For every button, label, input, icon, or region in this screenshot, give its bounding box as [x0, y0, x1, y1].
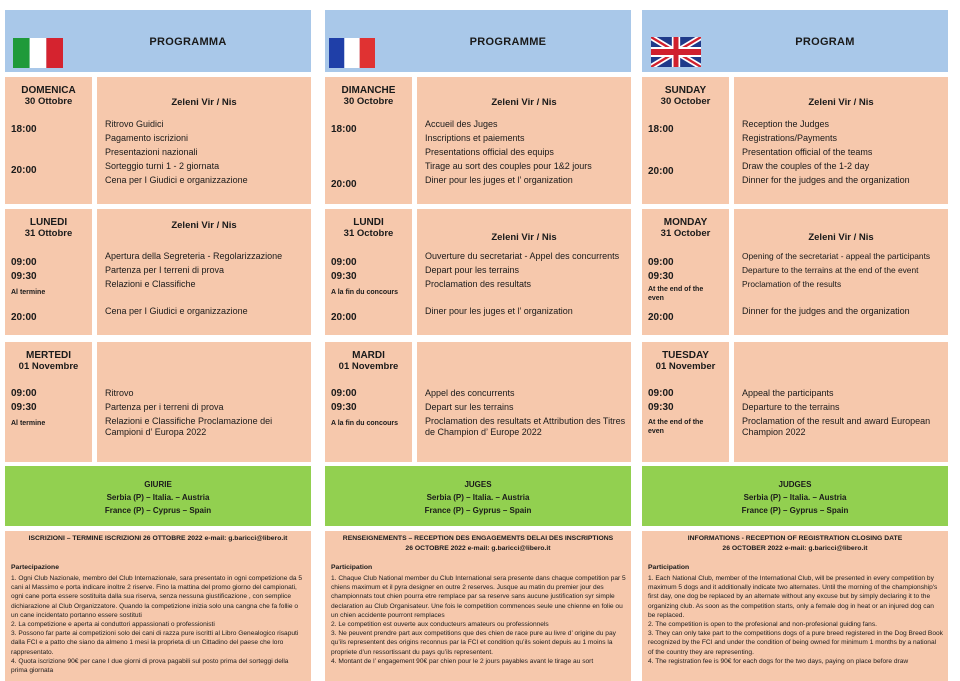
day-name: MARDI — [352, 350, 385, 361]
activity: Sorteggio turni 1 - 2 giornata — [105, 161, 220, 171]
activity: Presentations official des equips — [425, 147, 554, 157]
info-paragraph: 3. Possono far parte ai competizioni solo dei cani di razza pure iscritti al Libro Genealogico risaputi dalla FCI e a patto che siano da almeno 1 mesi la proprieta di un Cittadino del paese che loro rappresentato. — [11, 630, 299, 656]
day-date: 31 October — [660, 228, 711, 239]
info-body — [648, 574, 943, 666]
france-flag-icon — [329, 38, 375, 68]
day-date: 01 November — [655, 361, 716, 372]
time-note: At the end of the even — [648, 286, 704, 302]
day-cell — [325, 209, 412, 335]
jury-line: France (P) – Gyprus – Spain — [741, 506, 849, 515]
info-panel — [642, 531, 948, 681]
time: 18:00 — [648, 124, 674, 135]
day-cell — [642, 77, 729, 204]
time: 09:00 — [648, 257, 674, 268]
time: 09:30 — [11, 271, 37, 282]
program-header — [325, 10, 631, 72]
time-note: A la fin du concours — [331, 420, 399, 427]
info-paragraph: 4. The registration fee is 90€ for each dogs for the two days, paying on place before draw — [648, 657, 909, 665]
time: 20:00 — [11, 165, 37, 176]
jury-title: GIURIE — [144, 480, 172, 489]
day-date: 01 Novembre — [18, 361, 79, 372]
day-date: 30 Ottobre — [24, 96, 73, 107]
activity: Depart sur les terrains — [425, 402, 514, 412]
day-cell — [325, 77, 412, 204]
info-body — [11, 574, 306, 675]
activity: Registrations/Payments — [742, 133, 838, 143]
time: 20:00 — [331, 312, 357, 323]
info-paragraph: 3. They can only take part to the competitions dogs of a pure breed registered in the Dog Breed Book recognized by the FCI and under the condition of being owned for minimum 1 months by a national of the country they are representing. — [648, 630, 943, 656]
info-paragraph: 4. Montant de l’ engagement 90€ par chien pour le 2 jours payables avant le tirage au sort — [331, 657, 594, 665]
venue: Zeleni Vir / Nis — [171, 97, 237, 108]
activity: Accueil des Juges — [425, 119, 498, 129]
uk-flag-icon — [651, 37, 701, 67]
venue: Zeleni Vir / Nis — [808, 97, 874, 108]
day-date: 30 Octobre — [343, 96, 394, 107]
activity: Proclamation of the results — [742, 279, 842, 289]
program-title: PROGRAM — [795, 36, 855, 48]
time: 20:00 — [331, 179, 357, 190]
activity: Appel des concurrents — [425, 388, 515, 398]
jury-title: JUGES — [464, 480, 492, 489]
info-section-title: Partecipazione — [11, 564, 59, 571]
time: 09:00 — [11, 257, 37, 268]
activity: Appeal the participants — [742, 388, 834, 398]
info-heading-line: INFORMATIONS - RECEPTION OF REGISTRATION CLOSING DATE — [687, 535, 903, 542]
activity: Cena per I Giudici e organizzazione — [105, 306, 248, 316]
day-name: DIMANCHE — [341, 85, 396, 96]
info-paragraph: 2. La competizione e aperta ai conduttori appassionati o professionisti — [11, 621, 215, 629]
day-cell — [642, 209, 729, 335]
day-name: DOMENICA — [21, 85, 76, 96]
venue: Zeleni Vir / Nis — [491, 97, 557, 108]
activity: Ritrovo Guidici — [105, 119, 164, 129]
activity: Tirage au sort des couples pour 1&2 jours — [425, 161, 592, 171]
time: 09:30 — [11, 402, 37, 413]
day-cell — [5, 209, 92, 335]
activity: Proclamation des resultats et Attribution des Titres de Champion d’ Europe 2022 — [425, 416, 626, 437]
activities-cell — [734, 209, 948, 335]
info-heading-line: RENSEIGNEMENTS – RECEPTION DES ENGAGEMENTS DELAI DES INSCRIPTIONS — [342, 535, 614, 542]
activity: Depart pour les terrains — [425, 265, 520, 275]
time: 09:00 — [648, 388, 674, 399]
activity: Partenza per i terreni di prova — [105, 402, 224, 412]
jury-panel — [642, 466, 948, 526]
info-paragraph: 2. Le competition est ouverte aux conducteurs amateurs ou professionnels — [331, 621, 549, 629]
day-name: LUNEDI — [29, 217, 68, 228]
activity: Presentazioni nazionali — [105, 147, 198, 157]
time: 18:00 — [331, 124, 357, 135]
day-date: 31 Ottobre — [24, 228, 73, 239]
activity: Partenza per I terreni di prova — [105, 265, 225, 275]
activities-cell — [97, 209, 311, 335]
info-subheading-line: 26 OCTOBER 2022 e-mail: g.baricci@libero.it — [722, 545, 868, 552]
activity: Diner pour les juges et l’ organization — [425, 175, 573, 185]
time: 09:30 — [648, 402, 674, 413]
info-section-title: Participation — [331, 564, 373, 571]
jury-line: Serbia (P) – Italia. – Austria — [743, 493, 847, 502]
venue: Zeleni Vir / Nis — [491, 232, 557, 243]
day-date: 01 Novembre — [338, 361, 399, 372]
info-heading-line: ISCRIZIONI – TERMINE ISCRIZIONI 26 OTTOBRE 2022 e-mail: g.baricci@libero.it — [28, 535, 288, 542]
activities-cell — [734, 77, 948, 204]
jury-title: JUDGES — [778, 480, 812, 489]
info-paragraph: 1. Chaque Club National member du Club International sera presente dans chaque competition par 5 chiens maximum et il pyra designer en outre 2 reserves. Jusque au matin du premier jour des championnats tout chien pourra etre remplace par sa reserve sans aucune justification syr simple declaration au Club Organisateur. Une fois le competition commences seule une chienne en folie ou un chien accidente pourront remplaces — [331, 575, 626, 619]
info-heading — [325, 534, 631, 554]
time-note: At the end of the even — [648, 419, 704, 435]
program-title: PROGRAMMA — [149, 36, 227, 48]
day-cell — [5, 77, 92, 204]
time: 09:30 — [648, 271, 674, 282]
day-name: LUNDI — [353, 217, 384, 228]
venue: Zeleni Vir / Nis — [808, 232, 874, 243]
info-subheading-line: 26 OCTOBRE 2022 e-mail: g.baricci@libero.it — [405, 545, 551, 552]
activities-cell — [417, 342, 631, 462]
day-cell — [325, 342, 412, 462]
info-body — [331, 574, 626, 666]
time: 09:30 — [331, 402, 357, 413]
venue: Zeleni Vir / Nis — [171, 220, 237, 231]
activity: Inscriptions et paiements — [425, 133, 525, 143]
activity: Draw the couples of the 1-2 day — [742, 161, 870, 171]
activities-cell — [417, 209, 631, 335]
activity: Apertura della Segreteria - Regolarizzazione — [105, 251, 283, 261]
activities-cell — [417, 77, 631, 204]
time-note: Al termine — [11, 289, 46, 296]
info-paragraph: 1. Each National Club, member of the International Club, will be presented in every competition by maximum 5 dogs and it additionally indicate two alternates. Until the morning of the championship's first day, one dog be replaced by an alternate without any excuse but by simply declaring it to the organizing club. As soon as the competition starts, only a female dog in heat or an injured dog can be replaced. — [648, 575, 938, 619]
day-cell — [642, 342, 729, 462]
activity: Relazioni e Classifiche — [105, 279, 196, 289]
time: 09:00 — [11, 388, 37, 399]
info-heading — [642, 534, 948, 554]
activity: Proclamation of the result and award European Champion 2022 — [742, 416, 931, 437]
jury-line: Serbia (P) – Italia. – Austria — [106, 493, 210, 502]
time: 20:00 — [11, 312, 37, 323]
time: 09:00 — [331, 257, 357, 268]
info-panel — [5, 531, 311, 681]
jury-panel — [325, 466, 631, 526]
program-header — [5, 10, 311, 72]
info-paragraph: 4. Quota iscrizione 90€ per cane I due giorni di prova pagabili sul posto prima del sorteggi della prima giornata — [11, 657, 289, 675]
jury-line: Serbia (P) – Italia. – Austria — [426, 493, 530, 502]
day-name: SUNDAY — [664, 85, 707, 96]
day-name: TUESDAY — [662, 350, 709, 361]
activity: Diner pour les juges et l’ organization — [425, 306, 573, 316]
italy-flag-icon — [13, 38, 63, 68]
time: 20:00 — [648, 312, 674, 323]
info-paragraph: 2. The competition is open to the profesional and non-profesional guiding fans. — [648, 621, 877, 629]
time: 20:00 — [648, 166, 674, 177]
info-panel — [325, 531, 631, 681]
time: 09:30 — [331, 271, 357, 282]
activity: Dinner for the judges and the organization — [742, 175, 910, 185]
activity: Relazioni e Classifiche Proclamazione dei Campioni d’ Europa 2022 — [105, 416, 273, 437]
program-title: PROGRAMME — [469, 36, 547, 48]
activities-cell — [97, 342, 311, 462]
activity: Departure to the terrains — [742, 402, 840, 412]
time: 09:00 — [331, 388, 357, 399]
activity: Pagamento iscrizioni — [105, 133, 189, 143]
activity: Dinner for the judges and the organization — [742, 306, 910, 316]
activities-cell — [734, 342, 948, 462]
day-cell — [5, 342, 92, 462]
activity: Opening of the secretariat - appeal the participants — [742, 251, 931, 261]
activity: Presentation official of the teams — [742, 147, 873, 157]
activity: Ouverture du secretariat - Appel des concurrents — [425, 251, 620, 261]
time-note: Al termine — [11, 420, 46, 427]
time-note: A la fin du concours — [331, 289, 399, 296]
info-section-title: Participation — [648, 564, 690, 571]
day-date: 31 Octobre — [343, 228, 394, 239]
info-heading — [5, 534, 311, 544]
jury-line: France (P) – Cyprus – Spain — [104, 506, 212, 515]
activity: Reception the Judges — [742, 119, 830, 129]
jury-line: France (P) – Gyprus – Spain — [424, 506, 532, 515]
activity: Proclamation des resultats — [425, 279, 532, 289]
jury-panel — [5, 466, 311, 526]
activity: Ritrovo — [105, 388, 134, 398]
time: 18:00 — [11, 124, 37, 135]
activity: Cena per I Giudici e organizzazione — [105, 175, 248, 185]
day-name: MONDAY — [663, 217, 708, 228]
day-name: MERTEDI — [26, 350, 71, 361]
day-date: 30 October — [660, 96, 711, 107]
program-header — [642, 10, 948, 72]
info-paragraph: 3. Ne peuvent prendre part aux competitions que des chien de race pure au livre d’ origine du pay qu’ils representent des origins reconnus par la FCI et condition qu’ils soient depuis au 1 moins la propriete d’un ressortissant du pays qu’ils representent. — [331, 630, 616, 656]
activity: Departure to the terrains at the end of the event — [742, 265, 919, 275]
info-paragraph: 1. Ogni Club Nazionale, membro del Club Internazionale, sara presentato in ogni competizione da 5 cani al Massimo e porta indicare inoltre 2 riserve. Fino la mattina del promo giorno del campionati, ogni cane porta essere sostituita dalla sua riserva, senza nessuna giustificazione , con semplice dichiarazione al Club Organizzatore. Quando la competizione inizia solo una cangna che fa follie o un cane incidentato portanno essere sostituti — [11, 575, 303, 619]
activities-cell — [97, 77, 311, 204]
